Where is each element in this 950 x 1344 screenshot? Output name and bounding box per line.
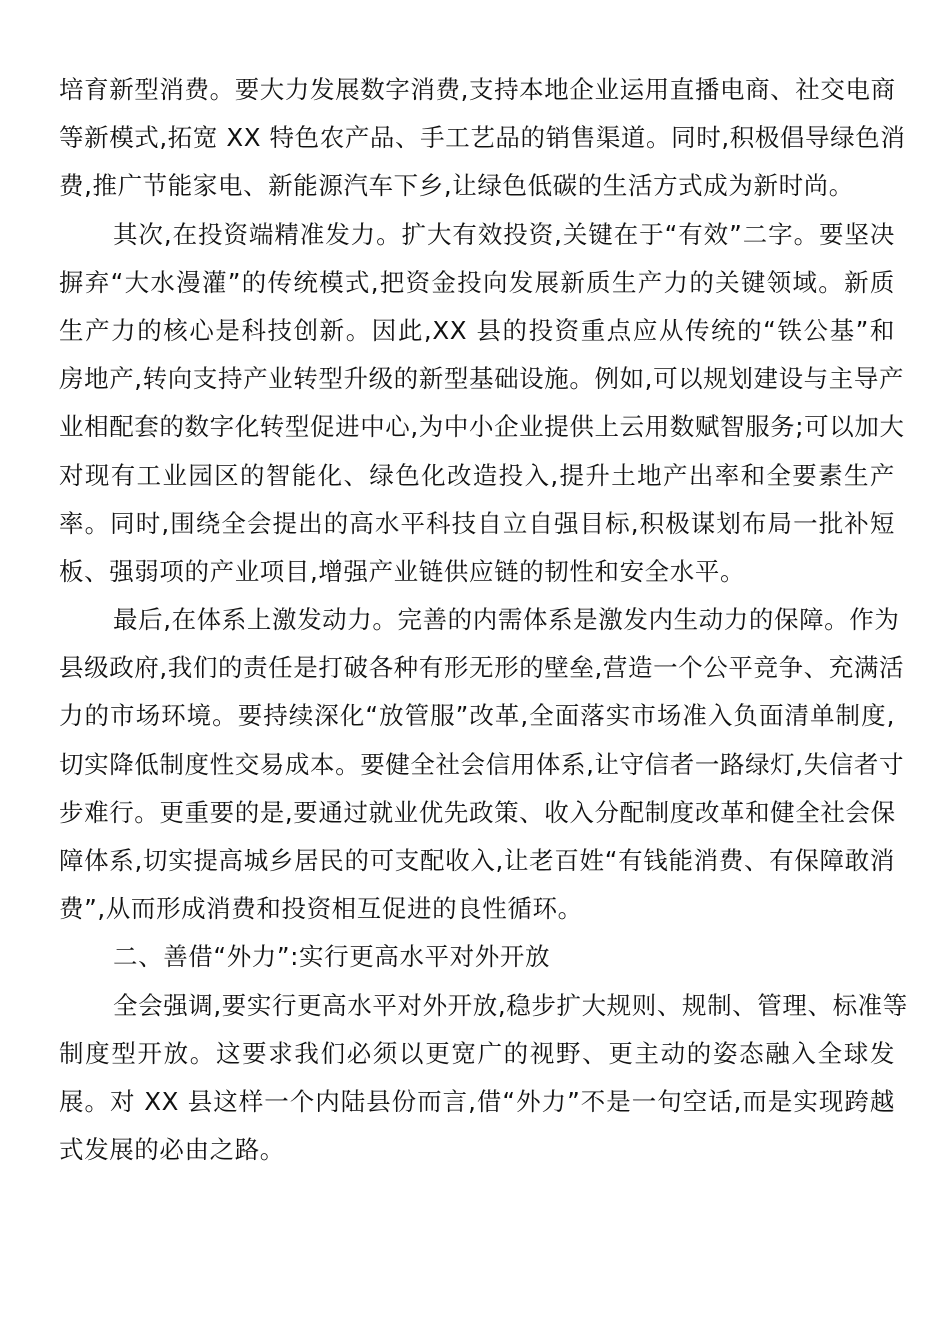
paragraph-opening bbox=[59, 982, 908, 1175]
paragraph-investment bbox=[59, 211, 905, 597]
text-line: 制度型开放。这要求我们必须以更宽广的视野、更主动的姿态融入全球发 bbox=[59, 1038, 895, 1068]
text-line: 力的市场环境。要持续深化“放管服”改革,全面落实市场准入负面清单制度, bbox=[59, 701, 895, 731]
paragraph-system bbox=[59, 596, 905, 933]
text-line: 步难行。更重要的是,要通过就业优先政策、收入分配制度改革和健全社会保 bbox=[59, 797, 896, 827]
text-line: 等新模式,拓宽 XX 特色农产品、手工艺品的销售渠道。同时,积极倡导绿色消 bbox=[59, 123, 906, 153]
text-line: 费”,从而形成消费和投资相互促进的良性循环。 bbox=[59, 894, 583, 924]
text-line: 最后,在体系上激发动力。完善的内需体系是激发内生动力的保障。作为 bbox=[113, 605, 900, 635]
text-line: 费,推广节能家电、新能源汽车下乡,让绿色低碳的生活方式成为新时尚。 bbox=[59, 171, 854, 201]
text-line: 式发展的必由之路。 bbox=[59, 1135, 285, 1165]
text-line: 板、强弱项的产业项目,增强产业链供应链的韧性和安全水平。 bbox=[59, 556, 746, 586]
section-heading-text: 二、善借“外力”:实行更高水平对外开放 bbox=[113, 942, 551, 972]
text-line: 培育新型消费。要大力发展数字消费,支持本地企业运用直播电商、社交电商 bbox=[59, 75, 896, 104]
text-line: 县级政府,我们的责任是打破各种有形无形的壁垒,营造一个公平竞争、充满活 bbox=[59, 653, 905, 683]
paragraph-consumption bbox=[59, 66, 906, 211]
text-line: 展。对 XX 县这样一个内陆县份而言,借“外力”不是一句空话,而是实现跨越 bbox=[59, 1086, 895, 1116]
text-line: 障体系,切实提高城乡居民的可支配收入,让老百姓“有钱能消费、有保障敢消 bbox=[59, 846, 895, 875]
text-line: 切实降低制度性交易成本。要健全社会信用体系,让守信者一路绿灯,失信者寸 bbox=[59, 749, 905, 779]
text-line: 摒弃“大水漫灌”的传统模式,把资金投向发展新质生产力的关键领域。新质 bbox=[59, 267, 895, 297]
text-line: 其次,在投资端精准发力。扩大有效投资,关键在于“有效”二字。要坚决 bbox=[113, 219, 895, 249]
document-page bbox=[59, 66, 908, 1174]
text-line: 率。同时,围绕全会提出的高水平科技自立自强目标,积极谋划布局一批补短 bbox=[59, 508, 895, 538]
text-line: 对现有工业园区的智能化、绿色化改造投入,提升土地产出率和全要素生产 bbox=[59, 460, 895, 490]
text-line: 全会强调,要实行更高水平对外开放,稳步扩大规则、规制、管理、标准等 bbox=[113, 990, 908, 1020]
text-line: 业相配套的数字化转型促进中心,为中小企业提供上云用数赋智服务;可以加大 bbox=[59, 412, 905, 442]
text-line: 生产力的核心是科技创新。因此,XX 县的投资重点应从传统的“铁公基”和 bbox=[59, 315, 895, 345]
text-line: 房地产,转向支持产业转型升级的新型基础设施。例如,可以规划建设与主导产 bbox=[59, 364, 905, 394]
section-heading bbox=[59, 933, 895, 981]
